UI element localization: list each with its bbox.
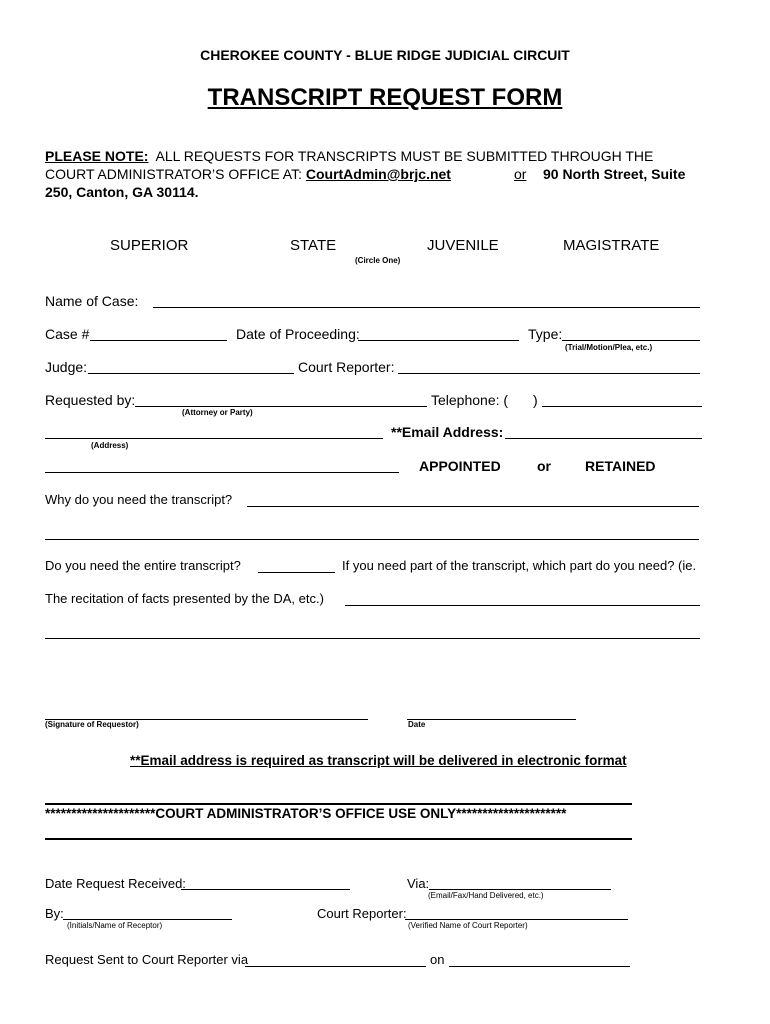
office-divider-top — [45, 803, 632, 805]
requested-by-label: Requested by: — [45, 392, 136, 408]
name-of-case-field[interactable] — [153, 307, 700, 308]
entire-transcript-field[interactable] — [258, 572, 335, 573]
court-reporter-field[interactable] — [398, 373, 700, 374]
recitation-field-2[interactable] — [45, 638, 700, 639]
why-field-2[interactable] — [45, 539, 699, 540]
note-or-text: or — [514, 166, 527, 182]
note-line-2 — [45, 166, 451, 182]
type-field[interactable] — [562, 340, 700, 341]
email-address-label: **Email Address: — [391, 424, 504, 440]
part-transcript-label: If you need part of the transcript, which part do you need? (ie. — [342, 558, 697, 573]
case-number-field[interactable] — [90, 340, 227, 341]
court-option-state[interactable]: STATE — [290, 237, 337, 254]
recitation-field[interactable] — [345, 605, 700, 606]
page-title: TRANSCRIPT REQUEST FORM — [207, 84, 563, 111]
judge-label: Judge: — [45, 359, 88, 375]
office-court-reporter-field[interactable] — [405, 919, 628, 920]
by-label: By: — [45, 906, 64, 921]
address-hint: (Address) — [91, 441, 129, 450]
sent-on-field[interactable] — [449, 966, 630, 967]
date-received-field[interactable] — [181, 889, 350, 890]
appointed-option[interactable]: APPOINTED — [419, 458, 501, 474]
note-address-2: 250, Canton, GA 30114. — [45, 184, 199, 200]
type-label: Type: — [528, 326, 563, 342]
sent-via-label: Request Sent to Court Reporter via — [45, 952, 249, 967]
address-field[interactable] — [45, 438, 383, 439]
note-line-1 — [45, 148, 653, 164]
by-hint: (Initials/Name of Receptor) — [67, 921, 163, 930]
signature-date-hint: Date — [408, 720, 426, 729]
requested-by-field[interactable] — [135, 406, 427, 407]
case-number-label: Case # — [45, 326, 90, 342]
date-of-proceeding-field[interactable] — [358, 340, 519, 341]
email-address-field[interactable] — [505, 438, 702, 439]
signature-hint: (Signature of Requestor) — [45, 720, 139, 729]
circle-one-hint: (Circle One) — [355, 256, 401, 265]
telephone-close: ) — [533, 392, 538, 408]
office-divider-bottom — [45, 838, 632, 840]
why-field[interactable] — [247, 506, 699, 507]
retained-option[interactable]: RETAINED — [585, 458, 656, 474]
office-use-banner: *********************COURT ADMINISTRATOR’S OFFICE USE ONLY********************* — [45, 806, 567, 821]
via-field[interactable] — [429, 889, 611, 890]
why-label: Why do you need the transcript? — [45, 492, 233, 507]
court-admin-email[interactable]: CourtAdmin@brjc.net — [305, 166, 451, 182]
office-court-reporter-label: Court Reporter: — [317, 906, 407, 921]
office-court-reporter-hint: (Verified Name of Court Reporter) — [408, 921, 528, 930]
sent-via-field[interactable] — [245, 966, 426, 967]
sent-on-label: on — [430, 952, 445, 967]
note-or — [514, 166, 526, 182]
entire-transcript-label: Do you need the entire transcript? — [45, 558, 241, 573]
judge-field[interactable] — [88, 373, 294, 374]
telephone-field[interactable] — [542, 406, 702, 407]
email-notice: **Email address is required as transcript will be delivered in electronic format — [130, 753, 627, 768]
note-address-1: 90 North Street, Suite — [543, 166, 686, 182]
address-field-2[interactable] — [45, 472, 399, 473]
court-name: CHEROKEE COUNTY - BLUE RIDGE JUDICIAL CIRCUIT — [200, 47, 570, 63]
court-option-superior[interactable]: SUPERIOR — [110, 237, 189, 254]
by-field[interactable] — [63, 919, 232, 920]
type-hint: (Trial/Motion/Plea, etc.) — [565, 343, 653, 352]
appointed-or: or — [537, 458, 551, 474]
note-text-1: ALL REQUESTS FOR TRANSCRIPTS MUST BE SUBMITTED THROUGH THE — [155, 148, 654, 164]
requested-by-hint: (Attorney or Party) — [182, 408, 253, 417]
name-of-case-label: Name of Case: — [45, 293, 139, 309]
note-text-2: COURT ADMINISTRATOR’S OFFICE AT: — [45, 166, 302, 182]
recitation-label: The recitation of facts presented by the DA, etc.) — [45, 591, 324, 606]
date-of-proceeding-label: Date of Proceeding: — [236, 326, 360, 342]
court-option-juvenile[interactable]: JUVENILE — [427, 237, 499, 254]
note-label: PLEASE NOTE: — [45, 148, 149, 164]
court-reporter-label: Court Reporter: — [298, 359, 395, 375]
court-option-magistrate[interactable]: MAGISTRATE — [563, 237, 660, 254]
date-received-label: Date Request Received: — [45, 876, 186, 891]
telephone-label: Telephone: ( — [431, 392, 509, 408]
signature-date-field[interactable] — [407, 719, 576, 720]
via-hint: (Email/Fax/Hand Delivered, etc.) — [428, 891, 544, 900]
via-label: Via: — [407, 876, 430, 891]
